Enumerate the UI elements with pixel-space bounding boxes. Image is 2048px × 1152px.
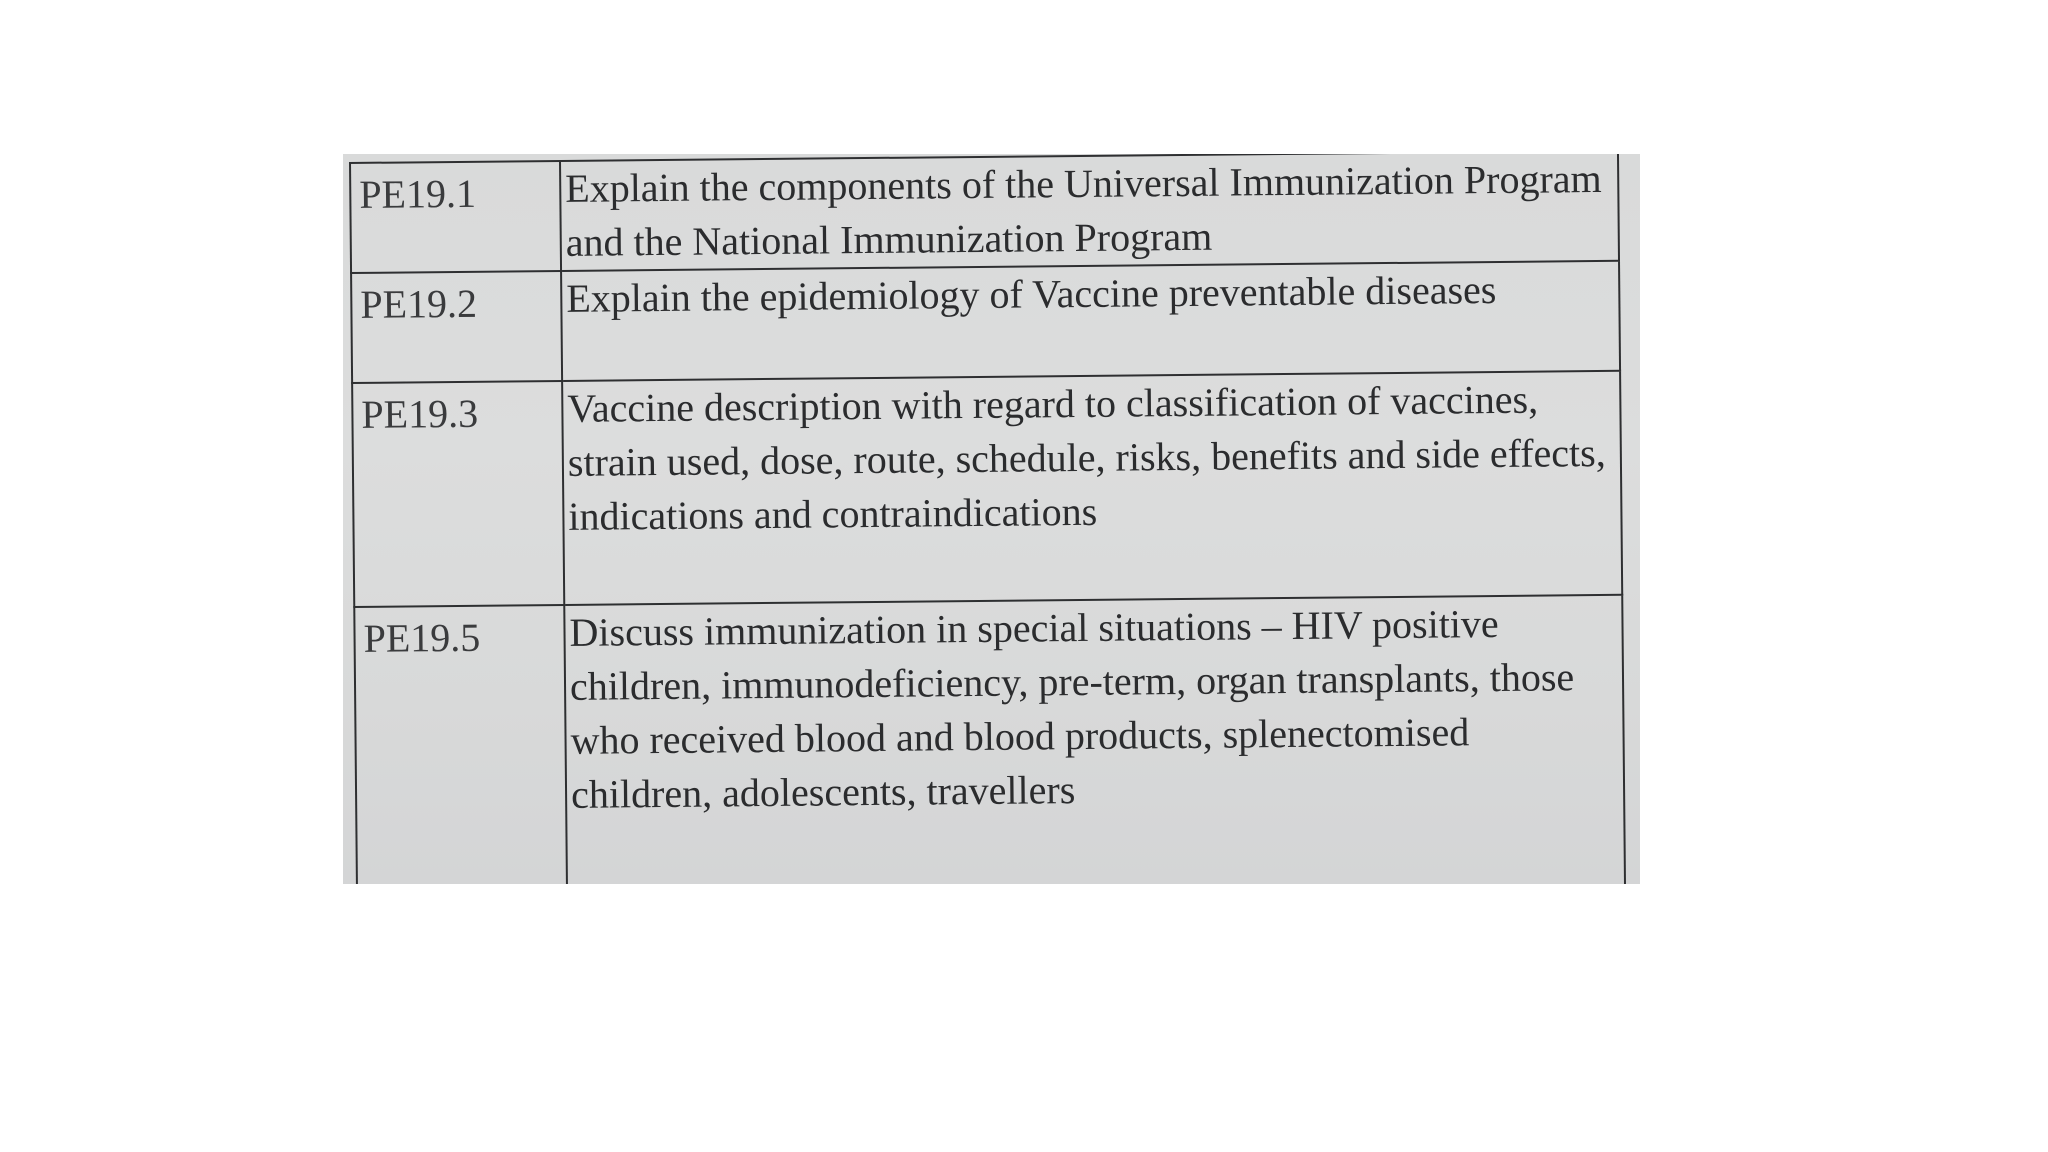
competency-description: Discuss immunization in special situations – HIV positive children, immunodeficiency, pre-term, organ transplants, those who received blood and blood products, splenectomised children, adolescents, travellers [564, 595, 1625, 884]
table-row [352, 371, 1622, 607]
table-container [349, 154, 1640, 884]
table-row [351, 261, 1620, 383]
competency-code: PE19.1 [350, 161, 561, 273]
document-photo [343, 154, 1640, 884]
competency-code: PE19.3 [352, 381, 564, 607]
competency-description: Explain the epidemiology of Vaccine preventable diseases [561, 261, 1620, 381]
competency-description: Vaccine description with regard to classification of vaccines, strain used, dose, route, schedule, risks, benefits and side effects, indications and contraindications [562, 371, 1622, 605]
table-row [350, 154, 1619, 273]
competency-description: Explain the components of the Universal Immunization Program and the National Immunization Program [560, 154, 1619, 271]
competency-code: PE19.5 [354, 605, 567, 884]
competency-table [349, 154, 1626, 884]
table-row [354, 595, 1625, 884]
competency-code: PE19.2 [351, 271, 562, 383]
